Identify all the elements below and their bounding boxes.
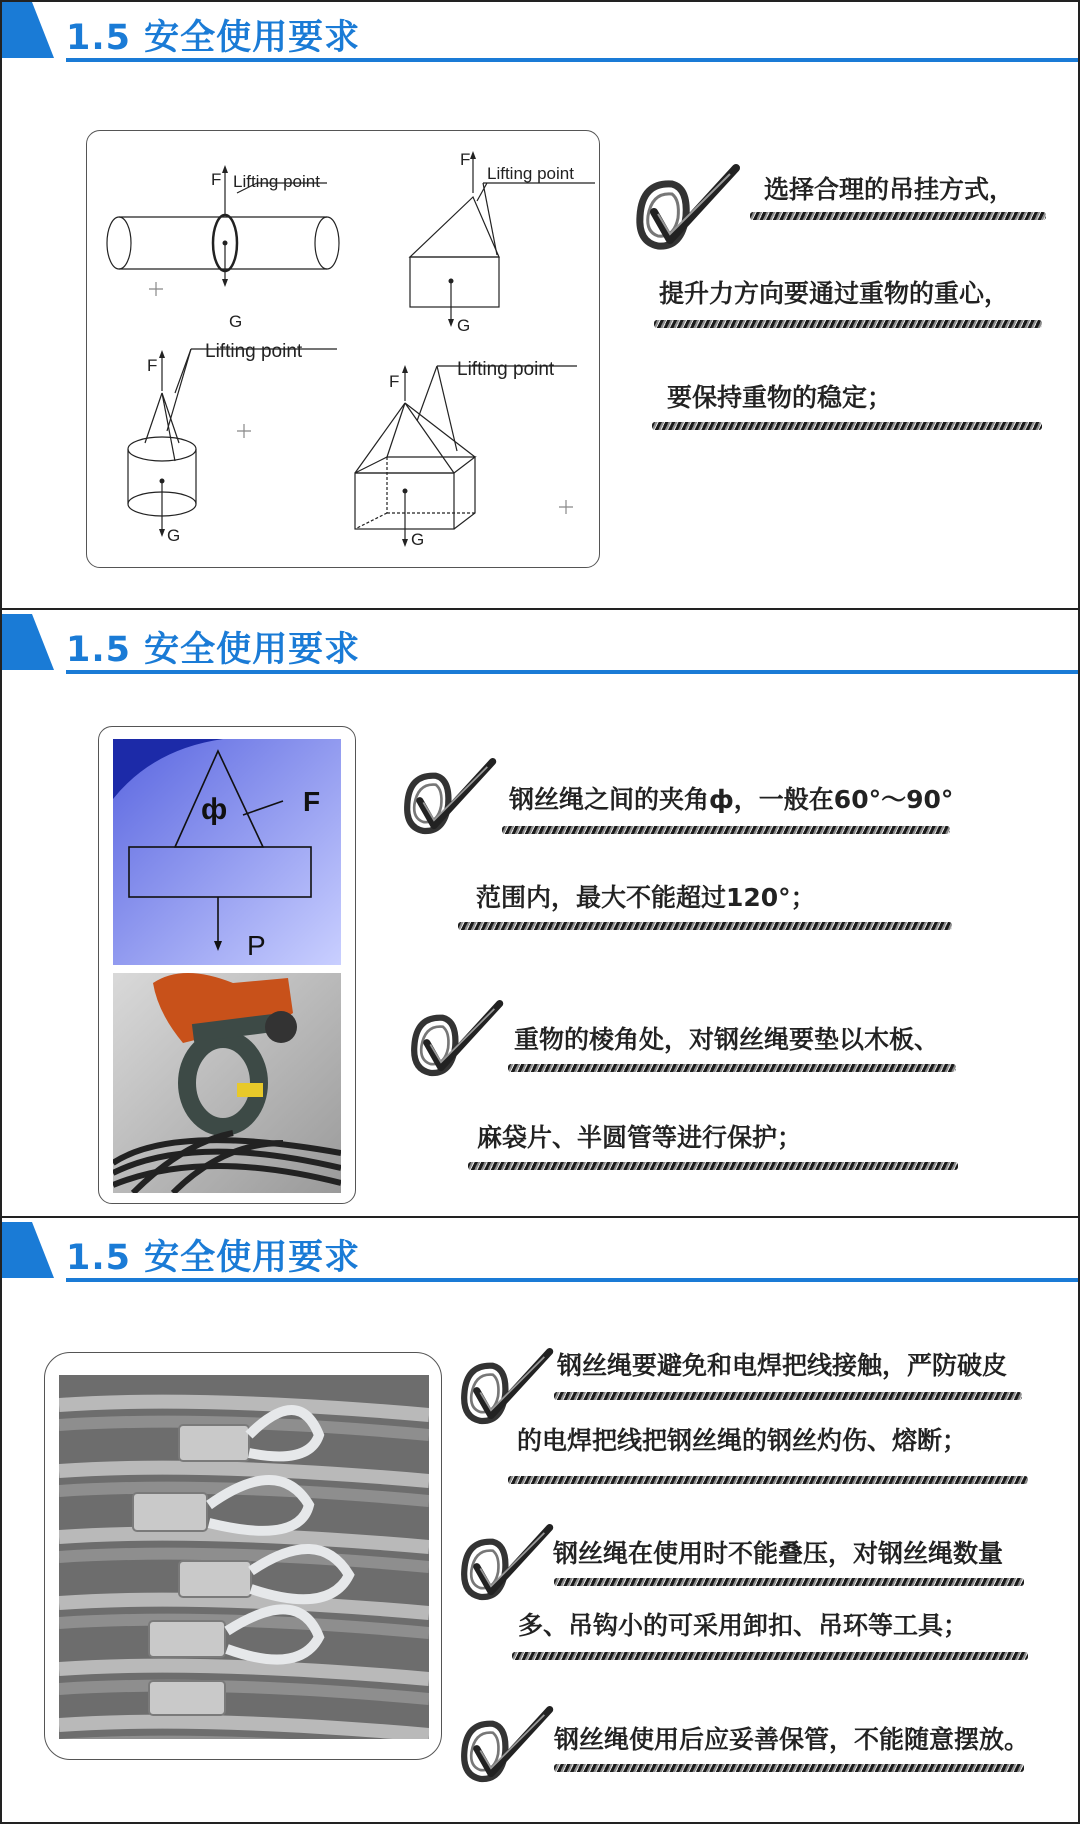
label-force-4: F (389, 372, 400, 391)
checkmark-icon (457, 1524, 557, 1604)
label-load: P (247, 930, 266, 961)
label-gravity-3: G (167, 526, 181, 545)
slide-1 (0, 0, 1080, 610)
label-gravity-4: G (411, 530, 425, 549)
checkmark-icon (457, 1348, 557, 1428)
text-line: 要保持重物的稳定； (667, 383, 893, 412)
rope-underline (502, 826, 950, 834)
label-lifting-point-2: Lifting point (487, 164, 574, 183)
label-angle: ф (201, 793, 228, 826)
checkmark-icon (457, 1706, 557, 1786)
page-title: 1.5 安全使用要求 (66, 630, 361, 670)
wire-rope-thimbles-photo (59, 1375, 429, 1739)
text-line: 的电焊把线把钢丝绳的钢丝灼伤、熔断； (517, 1426, 968, 1455)
sling-angle-figure (113, 739, 341, 965)
label-gravity-2: G (457, 316, 471, 335)
rope-underline (508, 1476, 1028, 1484)
text-line: 麻袋片、半圆管等进行保护； (477, 1123, 803, 1152)
label-force-1: F (211, 170, 222, 189)
lifting-diagram-panel (86, 130, 600, 568)
header-tab-marker (2, 2, 60, 60)
shackle-photo (113, 973, 341, 1193)
header-underline (66, 670, 1078, 674)
text-line: 钢丝绳使用后应妥善保管，不能随意摆放。 (554, 1725, 1030, 1754)
text-line: 选择合理的吊挂方式， (764, 175, 1015, 204)
rope-underline (554, 1392, 1022, 1400)
page-title: 1.5 安全使用要求 (66, 1238, 361, 1278)
rope-underline (554, 1764, 1024, 1772)
rope-underline (508, 1064, 956, 1072)
rope-underline (468, 1162, 958, 1170)
text-line: 范围内，最大不能超过120°； (476, 883, 816, 912)
rope-underline (652, 422, 1042, 430)
text-line: 钢丝绳之间的夹角ф，一般在60°～90° (509, 785, 954, 814)
slide-3 (0, 1216, 1080, 1824)
checkmark-icon (400, 758, 500, 838)
image-panel (98, 726, 356, 1204)
label-lifting-point-4: Lifting point (457, 359, 555, 380)
rope-underline (554, 1578, 1024, 1586)
rope-underline (750, 212, 1046, 220)
text-line: 提升力方向要通过重物的重心， (659, 279, 1010, 308)
page-title: 1.5 安全使用要求 (66, 18, 361, 58)
label-lifting-point-1: Lifting point (233, 172, 320, 191)
rope-underline (512, 1652, 1028, 1660)
text-line: 钢丝绳在使用时不能叠压，对钢丝绳数量 (553, 1539, 1004, 1568)
header-tab-marker (2, 614, 60, 672)
text-line: 钢丝绳要避免和电焊把线接触，严防破皮 (557, 1351, 1008, 1380)
header-underline (66, 1278, 1078, 1282)
label-gravity-1: G (229, 312, 243, 331)
label-force: F (303, 786, 321, 817)
header-underline (66, 58, 1078, 62)
image-panel (44, 1352, 442, 1760)
text-line: 重物的棱角处，对钢丝绳要垫以木板、 (514, 1025, 940, 1054)
lifting-point-diagram (87, 131, 599, 567)
rope-underline (458, 922, 952, 930)
label-force-2: F (460, 150, 471, 169)
label-lifting-point-3: Lifting point (205, 341, 303, 362)
text-line: 多、吊钩小的可采用卸扣、吊环等工具； (518, 1611, 969, 1640)
slide-2 (0, 608, 1080, 1218)
header-tab-marker (2, 1222, 60, 1280)
checkmark-icon (632, 164, 744, 254)
label-force-3: F (147, 356, 158, 375)
rope-underline (654, 320, 1042, 328)
checkmark-icon (407, 1000, 507, 1080)
